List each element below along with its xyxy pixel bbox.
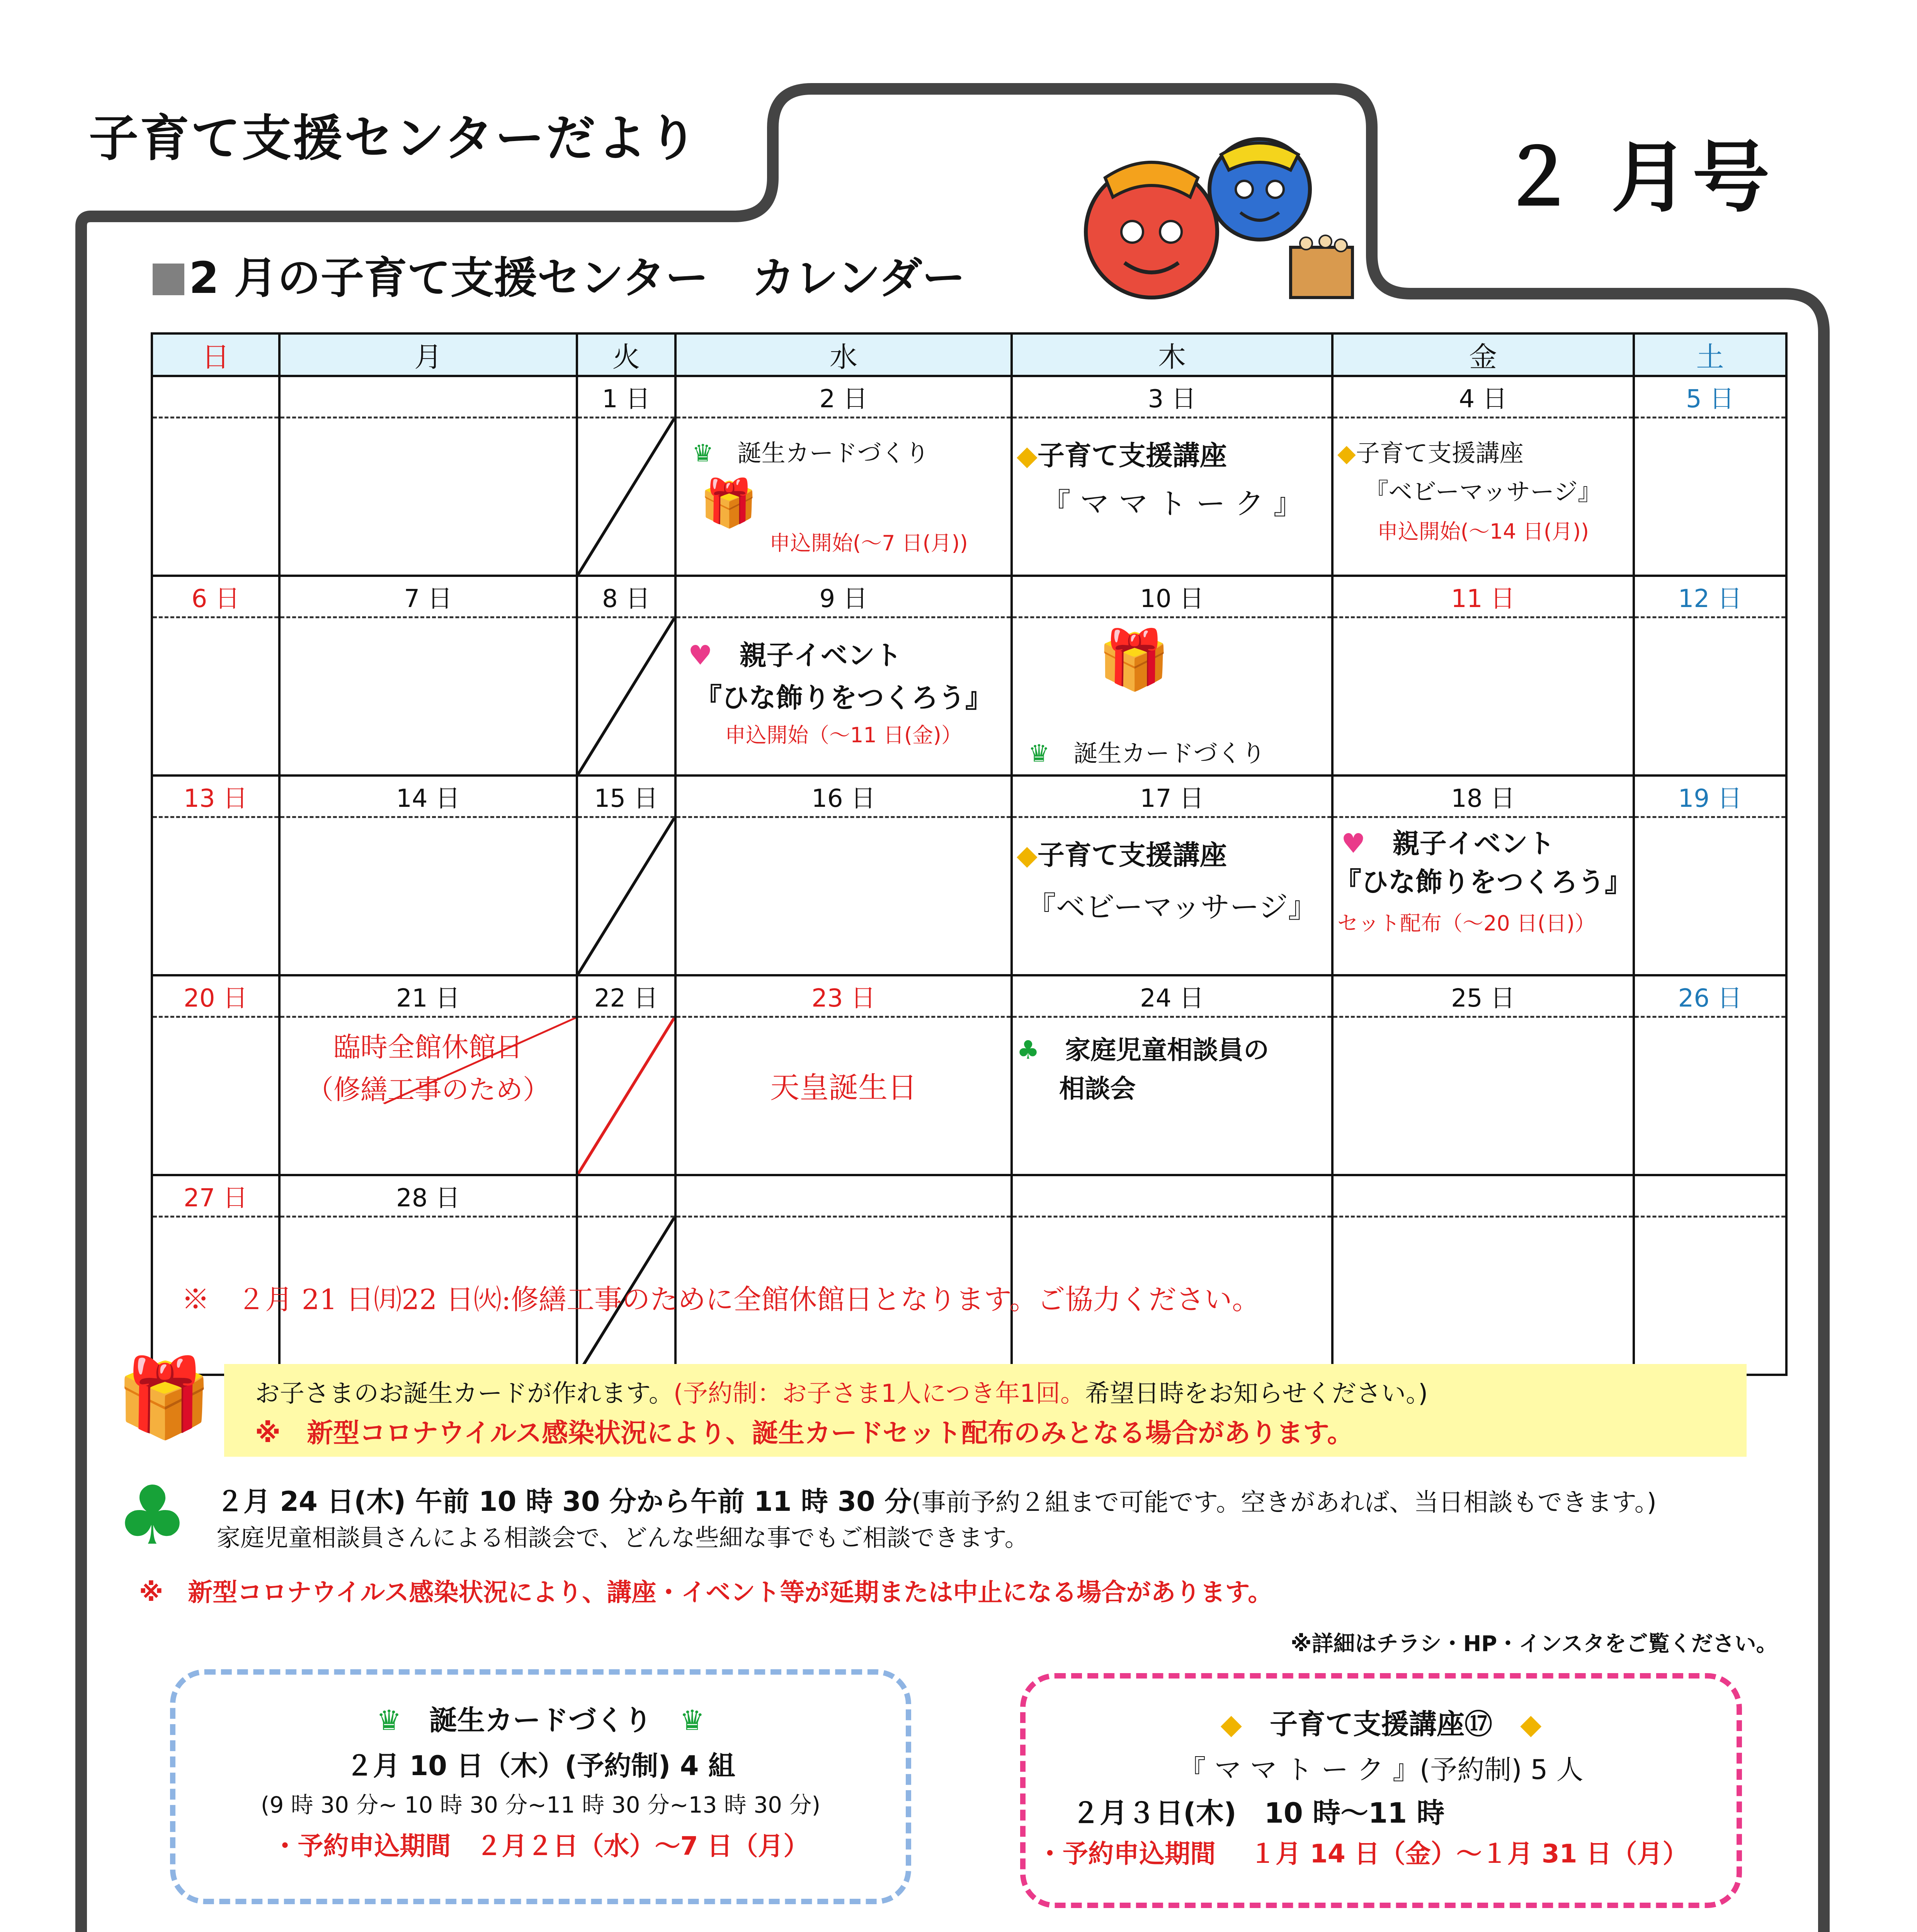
day-cell [152, 617, 279, 776]
day-cell-fri [1332, 418, 1634, 576]
day-header-mon: 月 [279, 333, 577, 376]
birthday-notice-line: お子さまのお誕生カードが作れます。(予約制：お子さま1人につき年1回。希望日時をお知らせください。) [255, 1379, 1428, 1408]
closure-label: 臨時全館休館日 [333, 1031, 523, 1063]
date-cell: 19 日 [1634, 776, 1786, 817]
date-cell: 4 日 [1332, 376, 1634, 418]
date-cell: 24 日 [1012, 975, 1332, 1017]
date-cell: 5 日 [1634, 376, 1786, 418]
event-label: セット配布（～20 日(日)） [1337, 911, 1596, 935]
day-cell-fri [1332, 817, 1634, 976]
clover-icon: ♣ [1017, 1035, 1040, 1065]
birthday-notice-warning: ※ 新型コロナウイルス感染状況により、誕生カードセット配布のみとなる場合があります。 [255, 1418, 1354, 1449]
event-label: ◆子育て支援講座 [1017, 839, 1227, 871]
event-label: 『ベビーマッサージ』 [1364, 478, 1602, 506]
date-cell: 15 日 [577, 776, 675, 817]
event-label: 『ひな飾りをつくろう』 [695, 682, 992, 714]
day-cell-thu [1012, 1017, 1332, 1175]
day-cell-mon [279, 1017, 577, 1175]
day-cell-thu [1012, 617, 1332, 776]
date-cell: 2 日 [675, 376, 1012, 418]
course17-box [1020, 1673, 1742, 1908]
date-cell [152, 376, 279, 418]
day-cell-thu [1012, 817, 1332, 976]
date-cell [1332, 1175, 1634, 1217]
event-label: 『ベビーマッサージ』 [1026, 890, 1318, 924]
covid-warning: ※ 新型コロナウイルス感染状況により、講座・イベント等が延期または中止になる場合があります。 [139, 1578, 1273, 1607]
day-cell-thu [1012, 418, 1332, 576]
date-cell: 21 日 [279, 975, 577, 1017]
day-cell-tue [577, 1017, 675, 1175]
day-cell-wed [675, 617, 1012, 776]
diamond-icon: ◆ [1017, 839, 1038, 871]
event-label: 相談会 [1059, 1074, 1136, 1104]
date-cell: 9 日 [675, 576, 1012, 617]
day-cell [675, 817, 1012, 976]
day-header-wed: 水 [675, 333, 1012, 376]
event-label: ◆子育て支援講座 [1337, 439, 1524, 467]
date-cell: 12 日 [1634, 576, 1786, 617]
day-cell-tue [577, 418, 675, 576]
box-title: ◆ 子育て支援講座⑰ ◆ [1220, 1708, 1542, 1740]
holiday-label: 天皇誕生日 [770, 1070, 917, 1105]
crown-icon: ♛ [692, 439, 714, 467]
event-label: 申込開始（～11 日(金)） [725, 723, 962, 747]
date-cell: 14 日 [279, 776, 577, 817]
date-cell [279, 376, 577, 418]
gift-icon: 🎁 [1098, 626, 1170, 694]
event-label: 申込開始(～7 日(月)) [769, 531, 968, 555]
event-label: 『 マ マ ト ー ク 』 [1041, 486, 1303, 521]
box-line: ・予約申込期間 ２月２日（水）～7 日（月） [272, 1831, 809, 1861]
date-cell: 28 日 [279, 1175, 577, 1217]
date-cell: 26 日 [1634, 975, 1786, 1017]
heart-icon: ♥ [1341, 828, 1366, 859]
date-cell [577, 1175, 675, 1217]
date-cell: 10 日 [1012, 576, 1332, 617]
oni-mask-illustration [1074, 131, 1368, 317]
event-label: ♥ 親子イベント [688, 639, 902, 671]
box-line: 『 マ マ ト ー ク 』(予約制) 5 人 [1179, 1754, 1584, 1786]
day-cell [1634, 617, 1786, 776]
diamond-icon: ◆ [1337, 439, 1356, 467]
day-cell [1332, 617, 1634, 776]
consult-notice-line: ２月 24 日(木) 午前 10 時 30 分から午前 11 時 30 分(事前予約２組まで可能です。空きがあれば、当日相談もできます。) [216, 1486, 1657, 1517]
date-cell: 23 日 [675, 975, 1012, 1017]
day-cell [279, 817, 577, 976]
gift-icon: 🎁 [116, 1353, 213, 1443]
date-cell: 17 日 [1012, 776, 1332, 817]
day-cell [152, 418, 279, 576]
box-title: ♛ 誕生カードづくり ♛ [376, 1704, 705, 1736]
day-cell-wed [675, 1017, 1012, 1175]
crown-icon: ♛ [376, 1704, 401, 1736]
event-label: ♛ 誕生カードづくり [1028, 739, 1266, 767]
consult-notice-line: 家庭児童相談員さんによる相談会で、どんな些細な事でもご相談できます。 [216, 1524, 1029, 1552]
crown-icon: ♛ [680, 1704, 705, 1736]
date-cell: 1 日 [577, 376, 675, 418]
day-header-tue: 火 [577, 333, 675, 376]
day-cell-tue [577, 617, 675, 776]
day-header-fri: 金 [1332, 333, 1634, 376]
day-cell [1634, 1217, 1786, 1375]
newsletter-title: 子育て支援センターだより [89, 110, 699, 167]
event-label: 『ひな飾りをつくろう』 [1334, 866, 1632, 898]
date-cell: 8 日 [577, 576, 675, 617]
date-cell: 13 日 [152, 776, 279, 817]
issue-label: ２ 月号 [1499, 133, 1774, 223]
event-label: 申込開始(～14 日(月)) [1377, 519, 1589, 544]
day-cell-tue [577, 817, 675, 976]
more-info-note: ※詳細はチラシ・HP・インスタをご覧ください。 [1291, 1631, 1778, 1656]
day-cell-wed [675, 418, 1012, 576]
monthly-calendar [151, 332, 1788, 1376]
day-cell [279, 418, 577, 576]
day-cell [152, 1017, 279, 1175]
box-line: ・予約申込期間 １月 14 日（金）～１月 31 日（月） [1037, 1839, 1688, 1869]
date-cell: 22 日 [577, 975, 675, 1017]
closure-note: ※ ２月 21 日㈪22 日㈫:修繕工事のために全館休館日となります。ご協力ください。 [182, 1283, 1260, 1316]
day-cell [279, 617, 577, 776]
box-line: (9 時 30 分~ 10 時 30 分~11 時 30 分~13 時 30 分) [260, 1792, 821, 1818]
day-cell [1634, 1017, 1786, 1175]
event-label: ♥ 親子イベント [1341, 828, 1555, 859]
date-cell [1012, 1175, 1332, 1217]
box-line: ２月 10 日（木）(予約制) 4 組 [346, 1750, 735, 1782]
date-cell: 3 日 [1012, 376, 1332, 418]
date-cell: 20 日 [152, 975, 279, 1017]
birthday-card-box [170, 1669, 911, 1904]
day-cell [152, 817, 279, 976]
diamond-icon: ◆ [1017, 440, 1038, 471]
clover-icon: ♣ [116, 1468, 189, 1563]
gift-icon: 🎁 [700, 476, 758, 530]
date-cell: 6 日 [152, 576, 279, 617]
date-cell: 25 日 [1332, 975, 1634, 1017]
date-cell [675, 1175, 1012, 1217]
day-header-thu: 木 [1012, 333, 1332, 376]
event-label: ♣ 家庭児童相談員の [1017, 1035, 1269, 1065]
calendar-title: 2 月の子育て支援センター カレンダー [153, 243, 965, 306]
date-cell: 27 日 [152, 1175, 279, 1217]
day-header-sun: 日 [152, 333, 279, 376]
day-header-sat: 土 [1634, 333, 1786, 376]
day-cell [1634, 817, 1786, 976]
date-cell: 11 日 [1332, 576, 1634, 617]
diamond-icon: ◆ [1220, 1708, 1242, 1740]
day-cell [1332, 1217, 1634, 1375]
square-bullet-icon [153, 264, 184, 295]
heart-icon: ♥ [688, 639, 713, 671]
event-label: ◆子育て支援講座 [1017, 440, 1227, 471]
date-cell: 7 日 [279, 576, 577, 617]
diamond-icon: ◆ [1520, 1708, 1542, 1740]
box-line: ２月３日(木) 10 時～11 時 [1072, 1797, 1445, 1829]
closure-label: （修繕工事のため） [306, 1074, 550, 1105]
day-cell [1634, 418, 1786, 576]
date-cell: 18 日 [1332, 776, 1634, 817]
crown-icon: ♛ [1028, 739, 1050, 767]
date-cell [1634, 1175, 1786, 1217]
day-cell [1332, 1017, 1634, 1175]
date-cell: 16 日 [675, 776, 1012, 817]
event-label: ♛ 誕生カードづくり [692, 439, 929, 467]
